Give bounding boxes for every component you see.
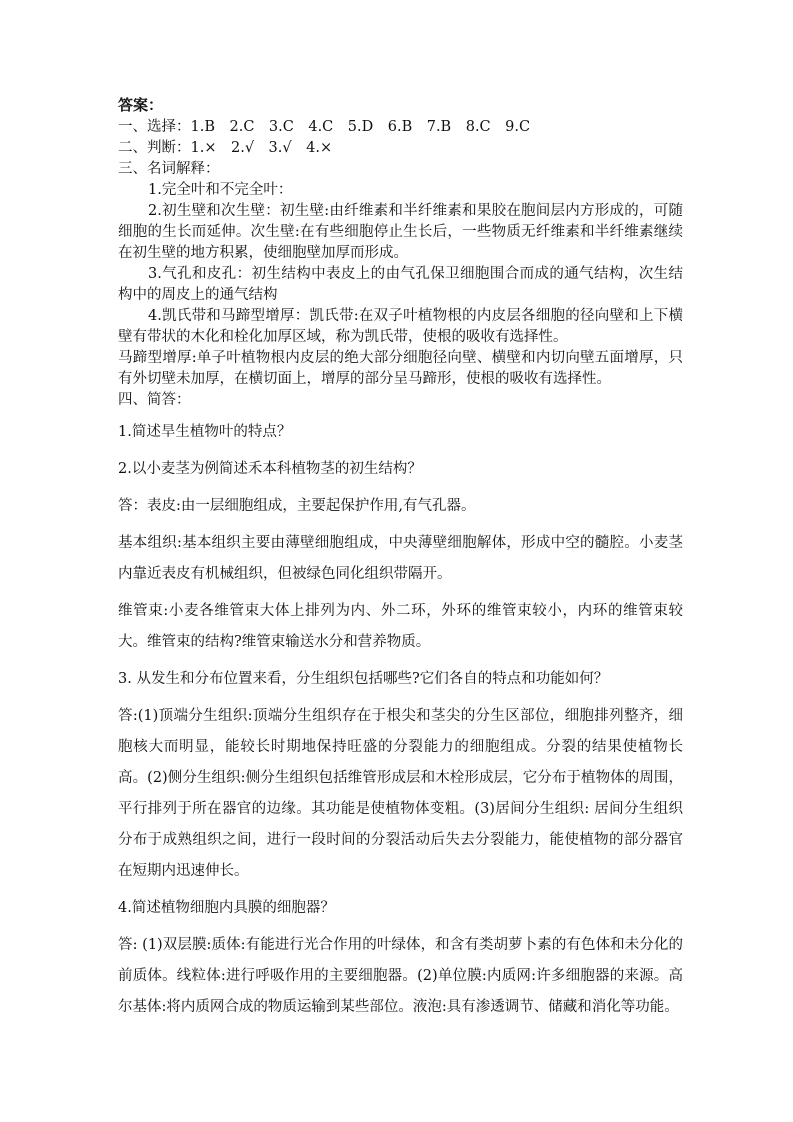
answer-3: 答:(1)顶端分生组织:顶端分生组织存在于根尖和茎尖的分生区部位，细胞排列整齐，细胞核大而明显，能较长时期地保持旺盛的分裂能力的细胞组成。分裂的结果使植物长高。(2)侧分生组织:侧分生组织包括维管形成层和木栓形成层，它分布于植物体的周围，平行排列于所在器官的边缘。其功能是使植物体变粗。(3)居间分生组织: 居间分生组织分布于成熟组织之间，进行一段时间的分裂活动后失去分裂能力，能使植物的部分器官在短期内迅速伸长。 [118,708,683,879]
multiple-choice-answers: 一、选择：1.B 2.C 3.C 4.C 5.D 6.B 7.B 8.C 9.C [118,119,531,135]
answer-2-epidermis: 答：表皮:由一层细胞组成，主要起保护作用,有气孔器。 [118,498,476,514]
term-definitions-title: 三、名词解释： [118,161,220,177]
question-4: 4.简述植物细胞内具膜的细胞器？ [118,900,335,916]
term-item-2: 2.初生壁和次生壁：初生壁:由纤维素和半纤维素和果胶在胞间层内方形成的，可随细胞的生长而延伸。次生壁:在有些细胞停止生长后，一些物质无纤维素和半纤维素继续在初生壁的地方积累，使细胞壁加厚而形成。 [118,203,683,261]
term-item-4: 4.凯氏带和马蹄型增厚：凯氏带:在双子叶植物根的内皮层各细胞的径向壁和上下横壁有带状的木化和栓化加厚区域，称为凯氏带，使根的吸收有选择性。 [118,308,683,345]
answer-2-vascular-bundle: 维管束:小麦各维管束大体上排列为内、外二环，外环的维管束较小，内环的维管束较大。维管束的结构?维管束输送水分和营养物质。 [118,603,683,650]
answer-2-ground-tissue: 基本组织:基本组织主要由薄壁细胞组成，中央薄壁细胞解体，形成中空的髓腔。小麦茎内靠近表皮有机械组织，但被绿色同化组织带隔开。 [118,535,683,582]
short-answer-title: 四、简答： [118,392,191,408]
question-1: 1.简述旱生植物叶的特点？ [118,424,292,440]
term-item-3: 3.气孔和皮孔：初生结构中表皮上的由气孔保卫细胞围合而成的通气结构，次生结构中的周皮上的通气结构 [118,266,683,303]
answer-document [118,93,683,1023]
question-3: 3. 从发生和分布位置来看，分生组织包括哪些?它们各自的特点和功能如何？ [118,671,609,687]
answer-4: 答: (1)双层膜:质体:有能进行光合作用的叶绿体，和含有类胡萝卜素的有色体和未分化的前质体。线粒体:进行呼吸作用的主要细胞器。(2)单位膜:内质网:许多细胞器的来源。高尔基体:将内质网合成的物质运输到某些部位。液泡:具有渗透调节、储藏和消化等功能。 [118,937,683,1015]
question-2: 2.以小麦茎为例简述禾本科植物茎的初生结构？ [118,461,422,477]
term-item-1: 1.完全叶和不完全叶： [148,182,293,198]
term-item-4-continued: 马蹄型增厚:单子叶植物根内皮层的绝大部分细胞径向壁、横壁和内切向壁五面增厚，只有外切壁未加厚，在横切面上，增厚的部分呈马蹄形，使根的吸收有选择性。 [118,350,683,387]
true-false-answers: 二、判断：1.× 2.√ 3.√ 4.× [118,140,333,156]
answer-heading: 答案： [118,96,164,114]
